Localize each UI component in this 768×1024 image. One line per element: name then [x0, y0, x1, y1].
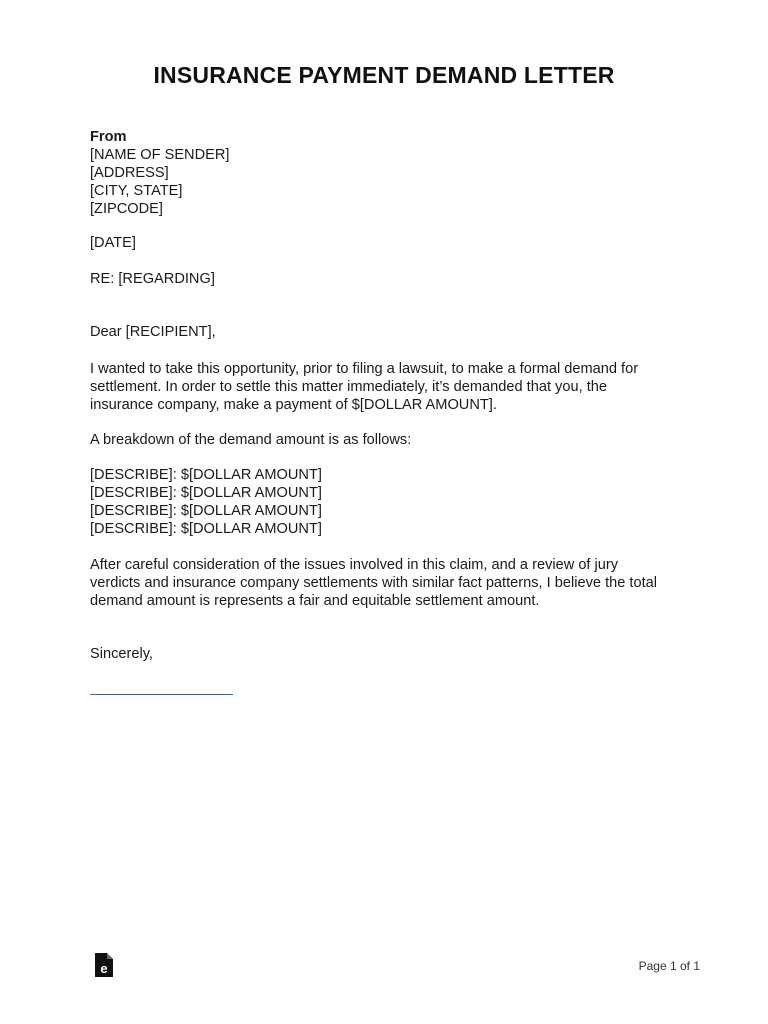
eforms-document-icon	[94, 952, 114, 978]
sender-address: [ADDRESS]	[90, 165, 169, 181]
sender-zipcode: [ZIPCODE]	[90, 201, 163, 217]
sender-name: [NAME OF SENDER]	[90, 147, 230, 163]
paragraph-line: demand amount is represents a fair and equitable settlement amount.	[90, 593, 540, 609]
breakdown-item: [DESCRIBE]: $[DOLLAR AMOUNT]	[90, 467, 322, 483]
paragraph-line: settlement. In order to settle this matter immediately, it’s demanded that you, the	[90, 379, 607, 395]
paragraph-line: verdicts and insurance company settlements with similar fact patterns, I believe the total	[90, 575, 657, 591]
from-label: From	[90, 129, 127, 145]
breakdown-item: [DESCRIBE]: $[DOLLAR AMOUNT]	[90, 521, 322, 537]
breakdown-item: [DESCRIBE]: $[DOLLAR AMOUNT]	[90, 503, 322, 519]
paragraph-line: I wanted to take this opportunity, prior to filing a lawsuit, to make a formal demand for	[90, 361, 639, 377]
paragraph-line: After careful consideration of the issues involved in this claim, and a review of jury	[90, 557, 619, 573]
breakdown-intro: A breakdown of the demand amount is as follows:	[90, 432, 412, 448]
sender-block	[90, 128, 690, 218]
date-line: [DATE]	[90, 235, 136, 251]
salutation: Dear [RECIPIENT],	[90, 324, 216, 340]
document-title: INSURANCE PAYMENT DEMAND LETTER	[153, 62, 615, 88]
breakdown-list	[90, 466, 690, 538]
consideration-paragraph	[90, 556, 690, 610]
page-number: Page 1 of 1	[638, 959, 700, 973]
closing: Sincerely,	[90, 646, 153, 662]
breakdown-item: [DESCRIBE]: $[DOLLAR AMOUNT]	[90, 485, 322, 501]
signature-line	[90, 694, 233, 695]
paragraph-line: insurance company, make a payment of $[DOLLAR AMOUNT].	[90, 397, 497, 413]
demand-paragraph	[90, 360, 690, 414]
sender-city-state: [CITY, STATE]	[90, 183, 183, 199]
regarding-line: RE: [REGARDING]	[90, 271, 215, 287]
svg-text:e: e	[100, 961, 108, 976]
